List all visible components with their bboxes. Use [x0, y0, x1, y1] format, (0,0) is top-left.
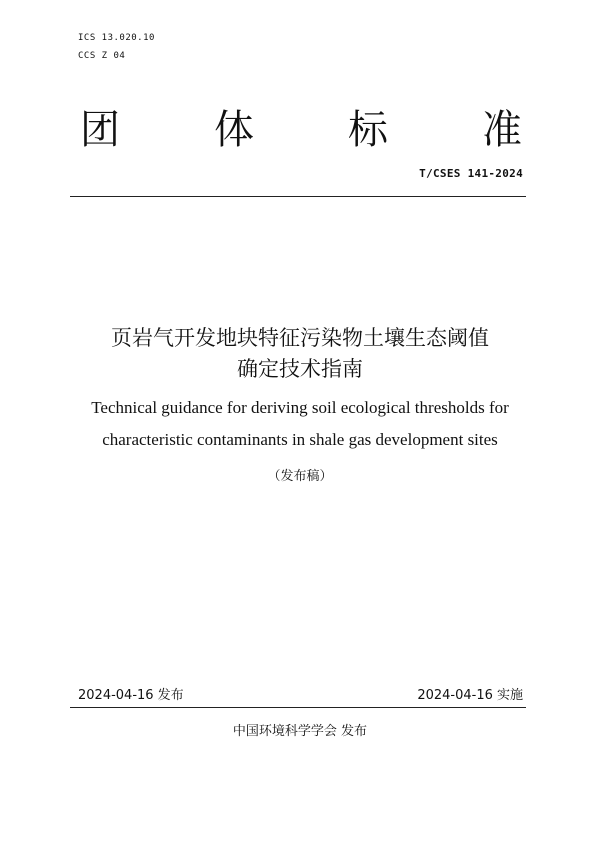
chinese-title-line-1: 页岩气开发地块特征污染物土壤生态阈值	[111, 326, 489, 350]
draft-status: （发布稿）	[267, 469, 333, 484]
ics-code: ICS 13.020.10	[78, 33, 155, 43]
category-char: 标	[348, 107, 388, 153]
standard-category-title	[78, 98, 524, 155]
ccs-code: CCS Z 04	[78, 51, 126, 61]
bottom-divider	[70, 707, 526, 708]
category-char: 团	[80, 107, 120, 153]
implement-date: 2024-04-16 实施	[417, 688, 523, 703]
category-char: 体	[214, 107, 254, 153]
category-char: 准	[482, 107, 522, 153]
publisher: 中国环境科学学会 发布	[232, 724, 368, 739]
standard-number: T/CSES 141-2024	[419, 167, 523, 180]
chinese-title-line-2: 确定技术指南	[237, 357, 363, 381]
top-divider	[70, 196, 526, 197]
publish-date: 2024-04-16 发布	[78, 688, 184, 703]
english-title-line-2: characteristic contaminants in shale gas development sites	[102, 430, 498, 449]
english-title-line-1: Technical guidance for deriving soil ecological thresholds for	[91, 398, 509, 417]
